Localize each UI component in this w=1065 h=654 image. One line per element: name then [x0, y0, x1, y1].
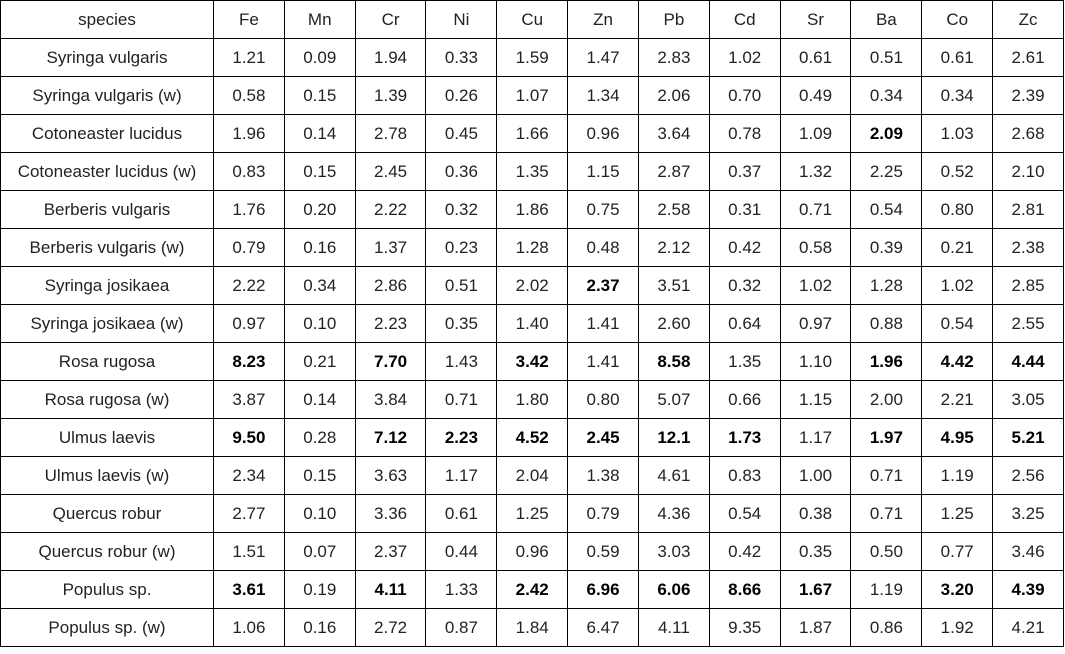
table-row	[1, 419, 1064, 457]
value-cell-cu: 1.84	[497, 609, 568, 647]
value-cell-cr: 1.37	[355, 229, 426, 267]
value-cell-cd: 8.66	[709, 571, 780, 609]
value-cell-cd: 0.64	[709, 305, 780, 343]
value-cell-cu: 2.04	[497, 457, 568, 495]
value-cell-zn: 6.47	[568, 609, 639, 647]
value-cell-ni: 0.33	[426, 39, 497, 77]
value-cell-mn: 0.34	[284, 267, 355, 305]
value-cell-fe: 9.50	[214, 419, 285, 457]
header-row	[1, 1, 1064, 39]
value-cell-zc: 4.21	[993, 609, 1064, 647]
species-cell: Syringa vulgaris	[1, 39, 214, 77]
value-cell-fe: 0.83	[214, 153, 285, 191]
value-cell-cd: 0.54	[709, 495, 780, 533]
value-cell-cr: 2.23	[355, 305, 426, 343]
value-cell-cr: 7.70	[355, 343, 426, 381]
value-cell-sr: 0.38	[780, 495, 851, 533]
value-cell-pb: 8.58	[638, 343, 709, 381]
value-cell-fe: 0.97	[214, 305, 285, 343]
value-cell-cr: 1.94	[355, 39, 426, 77]
value-cell-sr: 0.61	[780, 39, 851, 77]
value-cell-fe: 2.34	[214, 457, 285, 495]
value-cell-cr: 3.36	[355, 495, 426, 533]
value-cell-ni: 0.32	[426, 191, 497, 229]
value-cell-cd: 0.70	[709, 77, 780, 115]
value-cell-cd: 0.37	[709, 153, 780, 191]
value-cell-cr: 2.72	[355, 609, 426, 647]
value-cell-cd: 0.66	[709, 381, 780, 419]
table-row	[1, 305, 1064, 343]
value-cell-cu: 1.25	[497, 495, 568, 533]
value-cell-ni: 1.33	[426, 571, 497, 609]
value-cell-mn: 0.28	[284, 419, 355, 457]
value-cell-ba: 0.86	[851, 609, 922, 647]
value-cell-cr: 3.63	[355, 457, 426, 495]
table-row	[1, 115, 1064, 153]
value-cell-pb: 4.11	[638, 609, 709, 647]
species-cell: Rosa rugosa	[1, 343, 214, 381]
value-cell-sr: 1.09	[780, 115, 851, 153]
value-cell-pb: 3.51	[638, 267, 709, 305]
value-cell-mn: 0.07	[284, 533, 355, 571]
value-cell-co: 0.34	[922, 77, 993, 115]
value-cell-ni: 1.17	[426, 457, 497, 495]
value-cell-zn: 1.41	[568, 343, 639, 381]
value-cell-ni: 0.23	[426, 229, 497, 267]
value-cell-pb: 5.07	[638, 381, 709, 419]
species-cell: Rosa rugosa (w)	[1, 381, 214, 419]
value-cell-cu: 1.59	[497, 39, 568, 77]
value-cell-co: 1.03	[922, 115, 993, 153]
table-body	[1, 39, 1064, 647]
value-cell-pb: 2.06	[638, 77, 709, 115]
table-row	[1, 191, 1064, 229]
value-cell-fe: 2.77	[214, 495, 285, 533]
value-cell-cu: 0.96	[497, 533, 568, 571]
value-cell-ba: 0.71	[851, 457, 922, 495]
value-cell-sr: 0.97	[780, 305, 851, 343]
value-cell-pb: 6.06	[638, 571, 709, 609]
value-cell-cd: 0.42	[709, 533, 780, 571]
species-cell: Berberis vulgaris	[1, 191, 214, 229]
value-cell-pb: 3.64	[638, 115, 709, 153]
value-cell-zc: 2.55	[993, 305, 1064, 343]
value-cell-cu: 1.35	[497, 153, 568, 191]
value-cell-zn: 0.75	[568, 191, 639, 229]
species-cell: Populus sp. (w)	[1, 609, 214, 647]
value-cell-ba: 1.19	[851, 571, 922, 609]
value-cell-cr: 4.11	[355, 571, 426, 609]
value-cell-ba: 1.96	[851, 343, 922, 381]
value-cell-pb: 12.1	[638, 419, 709, 457]
value-cell-cd: 0.83	[709, 457, 780, 495]
value-cell-co: 1.19	[922, 457, 993, 495]
value-cell-sr: 0.35	[780, 533, 851, 571]
value-cell-ni: 0.35	[426, 305, 497, 343]
table-row	[1, 267, 1064, 305]
value-cell-sr: 1.10	[780, 343, 851, 381]
value-cell-ba: 2.25	[851, 153, 922, 191]
species-cell: Populus sp.	[1, 571, 214, 609]
value-cell-zn: 2.37	[568, 267, 639, 305]
value-cell-cu: 1.07	[497, 77, 568, 115]
value-cell-ni: 0.26	[426, 77, 497, 115]
table-row	[1, 381, 1064, 419]
value-cell-cu: 1.40	[497, 305, 568, 343]
species-cell: Syringa josikaea (w)	[1, 305, 214, 343]
value-cell-co: 4.42	[922, 343, 993, 381]
value-cell-zc: 3.25	[993, 495, 1064, 533]
value-cell-co: 0.77	[922, 533, 993, 571]
value-cell-fe: 2.22	[214, 267, 285, 305]
value-cell-sr: 1.67	[780, 571, 851, 609]
value-cell-ni: 0.45	[426, 115, 497, 153]
value-cell-zc: 2.10	[993, 153, 1064, 191]
value-cell-zc: 3.05	[993, 381, 1064, 419]
value-cell-cr: 2.78	[355, 115, 426, 153]
value-cell-pb: 2.87	[638, 153, 709, 191]
value-cell-sr: 0.71	[780, 191, 851, 229]
value-cell-co: 0.80	[922, 191, 993, 229]
value-cell-fe: 8.23	[214, 343, 285, 381]
value-cell-cd: 0.42	[709, 229, 780, 267]
value-cell-zc: 2.56	[993, 457, 1064, 495]
value-cell-ba: 0.54	[851, 191, 922, 229]
value-cell-cd: 0.32	[709, 267, 780, 305]
value-cell-co: 1.02	[922, 267, 993, 305]
value-cell-ni: 0.71	[426, 381, 497, 419]
value-cell-mn: 0.10	[284, 495, 355, 533]
table-row	[1, 153, 1064, 191]
value-cell-pb: 4.61	[638, 457, 709, 495]
value-cell-ni: 1.43	[426, 343, 497, 381]
value-cell-fe: 3.87	[214, 381, 285, 419]
column-header-zc: Zc	[993, 1, 1064, 39]
table-row	[1, 609, 1064, 647]
value-cell-cu: 3.42	[497, 343, 568, 381]
table-row	[1, 77, 1064, 115]
value-cell-sr: 0.49	[780, 77, 851, 115]
value-cell-fe: 0.58	[214, 77, 285, 115]
value-cell-cd: 0.31	[709, 191, 780, 229]
value-cell-zc: 2.68	[993, 115, 1064, 153]
value-cell-ba: 2.00	[851, 381, 922, 419]
value-cell-zn: 0.96	[568, 115, 639, 153]
species-cell: Quercus robur	[1, 495, 214, 533]
value-cell-ni: 0.36	[426, 153, 497, 191]
column-header-cu: Cu	[497, 1, 568, 39]
species-cell: Cotoneaster lucidus (w)	[1, 153, 214, 191]
value-cell-ba: 1.97	[851, 419, 922, 457]
value-cell-cu: 4.52	[497, 419, 568, 457]
value-cell-cr: 7.12	[355, 419, 426, 457]
species-cell: Ulmus laevis	[1, 419, 214, 457]
value-cell-sr: 0.58	[780, 229, 851, 267]
value-cell-ba: 0.34	[851, 77, 922, 115]
value-cell-zn: 1.34	[568, 77, 639, 115]
value-cell-ni: 0.87	[426, 609, 497, 647]
value-cell-cd: 1.73	[709, 419, 780, 457]
value-cell-zc: 2.81	[993, 191, 1064, 229]
value-cell-sr: 1.17	[780, 419, 851, 457]
column-header-mn: Mn	[284, 1, 355, 39]
value-cell-ba: 0.88	[851, 305, 922, 343]
value-cell-ba: 2.09	[851, 115, 922, 153]
species-cell: Syringa vulgaris (w)	[1, 77, 214, 115]
value-cell-cu: 1.86	[497, 191, 568, 229]
value-cell-zc: 2.61	[993, 39, 1064, 77]
value-cell-cr: 2.45	[355, 153, 426, 191]
value-cell-co: 1.92	[922, 609, 993, 647]
value-cell-fe: 3.61	[214, 571, 285, 609]
value-cell-cr: 2.22	[355, 191, 426, 229]
value-cell-co: 0.52	[922, 153, 993, 191]
value-cell-mn: 0.20	[284, 191, 355, 229]
value-cell-cr: 3.84	[355, 381, 426, 419]
value-cell-pb: 3.03	[638, 533, 709, 571]
value-cell-ni: 2.23	[426, 419, 497, 457]
value-cell-mn: 0.16	[284, 229, 355, 267]
table-row	[1, 457, 1064, 495]
value-cell-mn: 0.21	[284, 343, 355, 381]
value-cell-co: 4.95	[922, 419, 993, 457]
value-cell-fe: 1.51	[214, 533, 285, 571]
column-header-pb: Pb	[638, 1, 709, 39]
value-cell-pb: 2.58	[638, 191, 709, 229]
value-cell-zn: 0.59	[568, 533, 639, 571]
value-cell-ni: 0.61	[426, 495, 497, 533]
value-cell-sr: 1.02	[780, 267, 851, 305]
value-cell-ba: 0.51	[851, 39, 922, 77]
value-cell-mn: 0.14	[284, 115, 355, 153]
value-cell-mn: 0.15	[284, 457, 355, 495]
value-cell-cu: 1.28	[497, 229, 568, 267]
column-header-sr: Sr	[780, 1, 851, 39]
value-cell-zc: 2.39	[993, 77, 1064, 115]
value-cell-sr: 1.32	[780, 153, 851, 191]
species-cell: Ulmus laevis (w)	[1, 457, 214, 495]
value-cell-fe: 1.76	[214, 191, 285, 229]
table-row	[1, 571, 1064, 609]
value-cell-zn: 1.15	[568, 153, 639, 191]
value-cell-mn: 0.14	[284, 381, 355, 419]
table-row	[1, 343, 1064, 381]
value-cell-pb: 2.12	[638, 229, 709, 267]
value-cell-zc: 3.46	[993, 533, 1064, 571]
column-header-cr: Cr	[355, 1, 426, 39]
value-cell-zn: 2.45	[568, 419, 639, 457]
value-cell-ni: 0.51	[426, 267, 497, 305]
value-cell-cu: 1.66	[497, 115, 568, 153]
value-cell-ba: 0.50	[851, 533, 922, 571]
value-cell-ba: 0.71	[851, 495, 922, 533]
species-cell: Cotoneaster lucidus	[1, 115, 214, 153]
value-cell-co: 2.21	[922, 381, 993, 419]
column-header-ba: Ba	[851, 1, 922, 39]
column-header-ni: Ni	[426, 1, 497, 39]
value-cell-zn: 1.38	[568, 457, 639, 495]
species-cell: Quercus robur (w)	[1, 533, 214, 571]
value-cell-zn: 1.41	[568, 305, 639, 343]
value-cell-pb: 2.83	[638, 39, 709, 77]
column-header-co: Co	[922, 1, 993, 39]
species-cell: Berberis vulgaris (w)	[1, 229, 214, 267]
value-cell-cu: 2.02	[497, 267, 568, 305]
value-cell-zn: 0.48	[568, 229, 639, 267]
value-cell-mn: 0.19	[284, 571, 355, 609]
value-cell-zc: 2.38	[993, 229, 1064, 267]
value-cell-pb: 4.36	[638, 495, 709, 533]
column-header-zn: Zn	[568, 1, 639, 39]
value-cell-sr: 1.00	[780, 457, 851, 495]
table-row	[1, 495, 1064, 533]
value-cell-zc: 4.44	[993, 343, 1064, 381]
value-cell-cu: 1.80	[497, 381, 568, 419]
value-cell-sr: 1.87	[780, 609, 851, 647]
value-cell-co: 0.21	[922, 229, 993, 267]
value-cell-cr: 2.37	[355, 533, 426, 571]
value-cell-zn: 1.47	[568, 39, 639, 77]
value-cell-mn: 0.15	[284, 77, 355, 115]
value-cell-fe: 1.21	[214, 39, 285, 77]
column-header-cd: Cd	[709, 1, 780, 39]
value-cell-cd: 1.02	[709, 39, 780, 77]
value-cell-zc: 5.21	[993, 419, 1064, 457]
value-cell-zn: 6.96	[568, 571, 639, 609]
value-cell-cd: 0.78	[709, 115, 780, 153]
value-cell-mn: 0.10	[284, 305, 355, 343]
value-cell-zc: 4.39	[993, 571, 1064, 609]
value-cell-zn: 0.80	[568, 381, 639, 419]
value-cell-co: 1.25	[922, 495, 993, 533]
value-cell-mn: 0.16	[284, 609, 355, 647]
column-header-fe: Fe	[214, 1, 285, 39]
value-cell-mn: 0.09	[284, 39, 355, 77]
value-cell-zn: 0.79	[568, 495, 639, 533]
value-cell-mn: 0.15	[284, 153, 355, 191]
table-row	[1, 533, 1064, 571]
value-cell-fe: 1.96	[214, 115, 285, 153]
value-cell-cr: 2.86	[355, 267, 426, 305]
value-cell-ba: 1.28	[851, 267, 922, 305]
column-header-species: species	[1, 1, 214, 39]
value-cell-co: 3.20	[922, 571, 993, 609]
value-cell-cd: 9.35	[709, 609, 780, 647]
value-cell-fe: 0.79	[214, 229, 285, 267]
value-cell-cu: 2.42	[497, 571, 568, 609]
table-row	[1, 229, 1064, 267]
value-cell-co: 0.54	[922, 305, 993, 343]
species-cell: Syringa josikaea	[1, 267, 214, 305]
value-cell-ba: 0.39	[851, 229, 922, 267]
value-cell-ni: 0.44	[426, 533, 497, 571]
value-cell-co: 0.61	[922, 39, 993, 77]
value-cell-cd: 1.35	[709, 343, 780, 381]
value-cell-pb: 2.60	[638, 305, 709, 343]
value-cell-zc: 2.85	[993, 267, 1064, 305]
value-cell-cr: 1.39	[355, 77, 426, 115]
value-cell-sr: 1.15	[780, 381, 851, 419]
value-cell-fe: 1.06	[214, 609, 285, 647]
table-row	[1, 39, 1064, 77]
